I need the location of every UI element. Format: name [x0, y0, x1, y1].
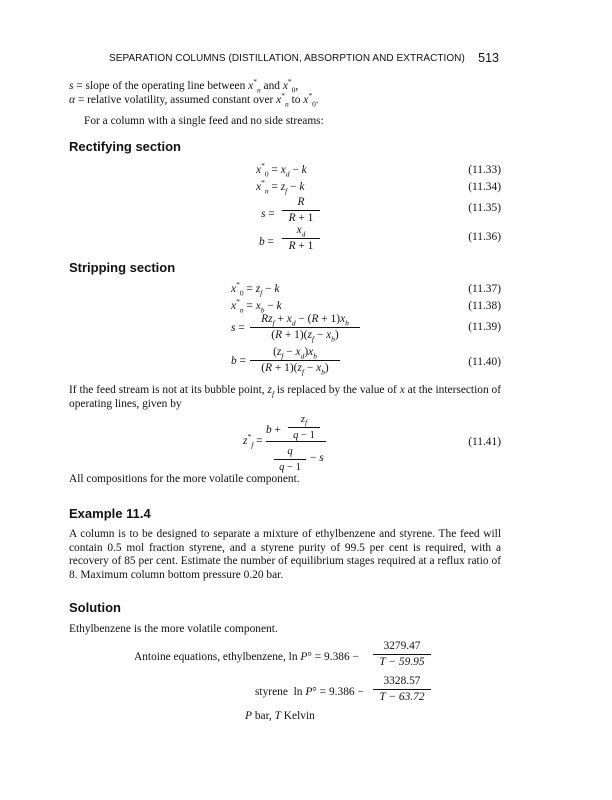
definition-alpha: α = relative volatility, assumed constant over $x^*_n$ to $x^*_0$. — [69, 91, 319, 109]
fraction-xd-over-r1: $x_d$ R + 1 — [282, 224, 320, 253]
rectifying-heading: Rectifying section — [69, 139, 181, 154]
equation-number: (11.37) — [468, 283, 501, 295]
solution-heading: Solution — [69, 600, 121, 615]
feed-paragraph: If the feed stream is not at its bubble point, $z_f$ is replaced by the value of x at the intersection of operating lines, given by — [69, 384, 501, 410]
equation-11-37: $x^*_0 = z_f - k$ — [231, 280, 280, 298]
equation-number: (11.38) — [468, 300, 501, 312]
compound-fraction: b + $z_f$ q − 1 q q − 1 − s — [266, 413, 326, 465]
compositions-note: All compositions for the more volatile component. — [69, 473, 300, 485]
equation-11-36: b = — [259, 236, 274, 248]
equation-number: (11.34) — [468, 181, 501, 193]
solution-text: Ethylbenzene is the more volatile component. — [69, 623, 278, 635]
equation-11-40: b = — [231, 355, 246, 367]
equation-number: (11.35) — [468, 202, 501, 214]
equation-number: (11.39) — [468, 321, 501, 333]
equation-number: (11.33) — [468, 164, 501, 176]
antoine-label: Antoine equations, ethylbenzene, — [134, 651, 286, 663]
stripping-heading: Stripping section — [69, 260, 176, 275]
equation-number: (11.40) — [468, 356, 501, 368]
fraction-s-stripping: $Rz_f + x_d - (R + 1)x_b$ $(R + 1)(z_f - x_b)$ — [250, 313, 360, 342]
equation-11-35: s = — [261, 208, 275, 220]
intro-text: For a column with a single feed and no side streams: — [84, 115, 324, 127]
example-heading: Example 11.4 — [69, 506, 151, 521]
styrene-label: styrene — [255, 686, 288, 698]
antoine-ethylbenzene: Antoine equations, ethylbenzene, ln P° = 9.386 − — [134, 651, 359, 663]
equation-11-33: $x^*_0 = x_d - k$ — [256, 161, 307, 179]
units-note: P bar, T Kelvin — [245, 710, 315, 722]
page-number: 513 — [478, 51, 499, 65]
example-text: A column is to be designed to separate a mixture of ethylbenzene and styrene. The feed will contain 0.5 mol fraction styrene, and a styrene purity of 99.5 per cent is required, with a recovery of 85 per cent. Estimate the number of equilibrium stages required at a reflux ratio of 8. Maximum column bottom pressure 0.20 bar. — [69, 528, 501, 581]
equation-11-41: $z^*_f$ = — [243, 432, 263, 450]
fraction-styrene: 3328.57 T − 63.72 — [373, 675, 431, 704]
equation-number: (11.41) — [468, 436, 501, 448]
running-title: SEPARATION COLUMNS (DISTILLATION, ABSORPTION AND EXTRACTION) — [109, 53, 465, 64]
fraction-b-stripping: $(z_f - x_d)x_b$ $(R + 1)(z_f - x_b)$ — [250, 346, 340, 375]
fraction-r-over-r1: R R + 1 — [282, 196, 320, 225]
equation-11-34: $x^*_n = z_f - k$ — [256, 178, 305, 196]
equation-11-38: $x^*_n = x_b - k$ — [231, 297, 282, 315]
equation-number: (11.36) — [468, 231, 501, 243]
equation-11-39: s = — [231, 322, 245, 334]
fraction-ethylbenzene: 3279.47 T − 59.95 — [373, 640, 431, 669]
antoine-styrene: styrene ln P° = 9.386 − — [255, 686, 364, 698]
definition-s: s = slope of the operating line between $x^*_n$ and $x^*_0$, — [69, 77, 299, 95]
